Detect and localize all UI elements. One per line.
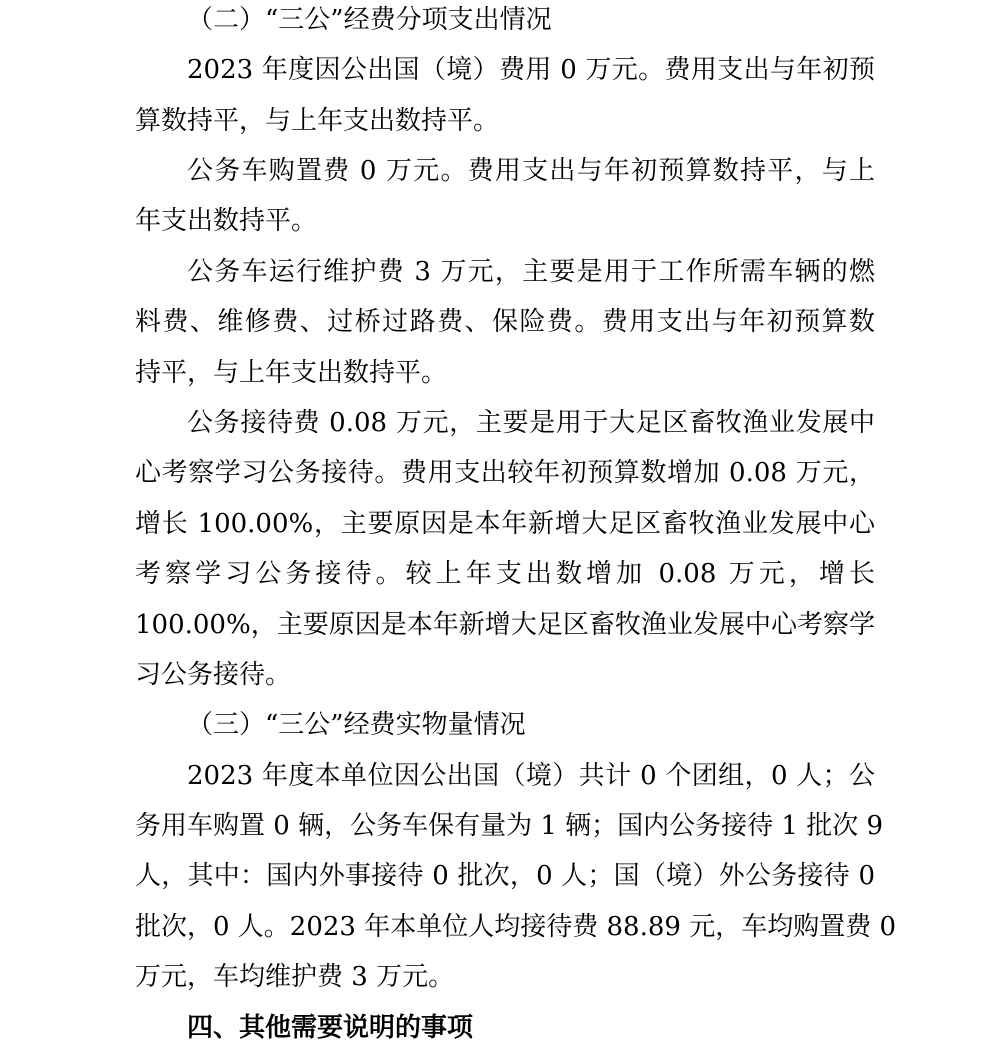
paragraph-line: 考察学习公务接待。较上年支出数增加 0.08 万元，增长 bbox=[135, 559, 875, 589]
paragraph-line: 务用车购置 0 辆，公务车保有量为 1 辆；国内公务接待 1 批次 9 bbox=[135, 811, 884, 841]
paragraph-line: 持平，与上年支出数持平。 bbox=[135, 358, 448, 388]
section-heading-expense-items: （二）“三公”经费分项支出情况 bbox=[187, 5, 552, 35]
paragraph-line: 批次，0 人。2023 年本单位人均接待费 88.89 元，车均购置费 0 bbox=[135, 912, 897, 942]
paragraph-line: 增长 100.00%，主要原因是本年新增大足区畜牧渔业发展中心 bbox=[135, 509, 875, 539]
paragraph-line: 料费、维修费、过桥过路费、保险费。费用支出与年初预算数 bbox=[135, 307, 875, 337]
paragraph-line: 公务车运行维护费 3 万元，主要是用于工作所需车辆的燃 bbox=[187, 257, 875, 287]
paragraph-line: 算数持平，与上年支出数持平。 bbox=[135, 106, 500, 136]
paragraph-line: 人，其中：国内外事接待 0 批次，0 人；国（境）外公务接待 0 bbox=[135, 861, 875, 891]
paragraph-line: 公务车购置费 0 万元。费用支出与年初预算数持平，与上 bbox=[187, 156, 875, 186]
paragraph-line: 公务接待费 0.08 万元，主要是用于大足区畜牧渔业发展中 bbox=[187, 408, 875, 438]
paragraph-line: 2023 年度本单位因公出国（境）共计 0 个团组，0 人；公 bbox=[187, 761, 875, 791]
paragraph-line: 万元，车均维护费 3 万元。 bbox=[135, 962, 455, 992]
paragraph-line: 心考察学习公务接待。费用支出较年初预算数增加 0.08 万元， bbox=[135, 458, 875, 488]
paragraph-line: 习公务接待。 bbox=[135, 660, 292, 690]
paragraph-line: 2023 年度因公出国（境）费用 0 万元。费用支出与年初预 bbox=[187, 55, 875, 85]
section-heading-other-matters: 四、其他需要说明的事项 bbox=[187, 1013, 474, 1043]
paragraph-line: 100.00%，主要原因是本年新增大足区畜牧渔业发展中心考察学 bbox=[135, 610, 875, 640]
section-heading-physical-quantity: （三）“三公”经费实物量情况 bbox=[187, 710, 526, 740]
paragraph-line: 年支出数持平。 bbox=[135, 206, 318, 236]
